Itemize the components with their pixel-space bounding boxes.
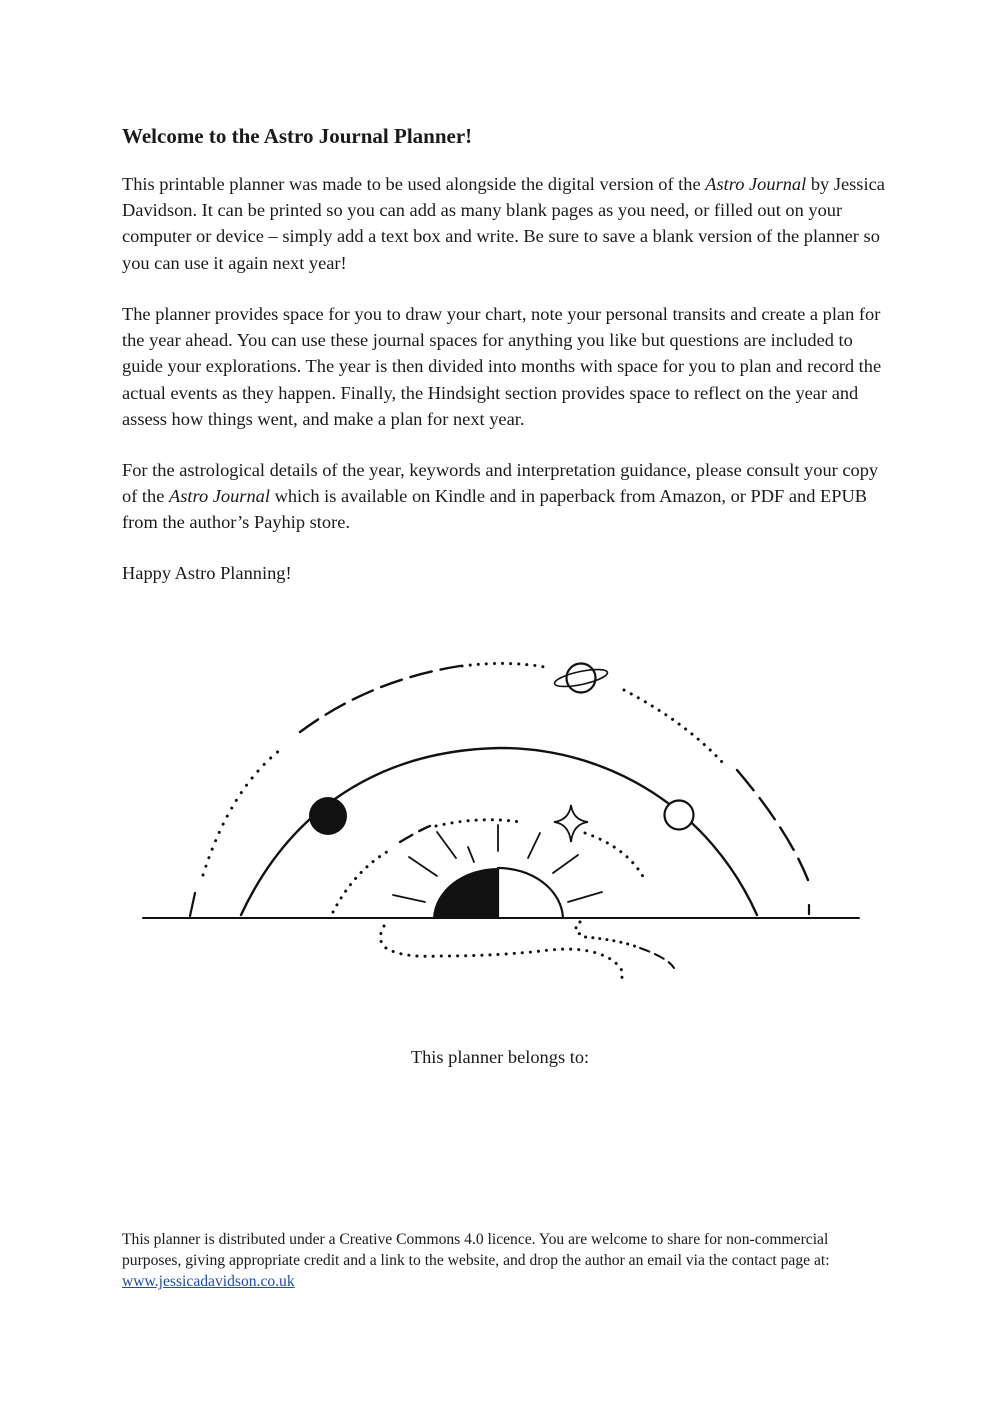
four-point-star-icon (554, 805, 588, 842)
website-link[interactable]: www.jessicadavidson.co.uk (122, 1273, 295, 1290)
outer-arc-left-tick (190, 893, 195, 916)
guidance-paragraph (122, 457, 892, 536)
page-title: Welcome to the Astro Journal Planner! (122, 124, 473, 148)
swirl-trail-left (380, 926, 622, 980)
outer-arc-dotted-top (462, 663, 550, 668)
licence-text: This planner is distributed under a Creative Commons 4.0 licence. You are welcome to share for non-commercial purposes, giving appropriate credit and a link to the website, and drop the author an email via the contact page at: (122, 1231, 830, 1269)
book-title-italic: Astro Journal (705, 174, 807, 194)
outer-arc-dashed-right (737, 770, 808, 880)
swirl-trail-right-tail (640, 948, 674, 968)
planner-description-paragraph: The planner provides space for you to draw your chart, note your personal transits and create a plan for the year ahead. You can use these journal spaces for anything you like but questions are included to guide your explorations. The year is then divided into months with space for you to plan and record the actual events as they happen. Finally, the Hindsight section provides space to reflect on the year and assess how things went, and make a plan for next year. (122, 304, 882, 429)
licence-note (122, 1229, 862, 1292)
inner-arc-dotted-left (333, 850, 390, 912)
closing-line: Happy Astro Planning! (122, 563, 292, 583)
outer-arc-dashed-top (300, 666, 460, 732)
planet-with-ring-icon (553, 664, 609, 693)
filled-planet-icon (309, 797, 347, 835)
intro-text-start: This printable planner was made to be used alongside the digital version of the (122, 174, 706, 194)
outer-arc-dotted-right (624, 690, 722, 762)
hollow-planet-icon (665, 801, 694, 830)
book-title-italic: Astro Journal (168, 486, 270, 507)
guidance-text-start: For the astrological details of the year, keywords and interpretation guidance, please consult your copy of the (122, 460, 879, 507)
celestial-horizon-illustration (140, 650, 862, 985)
owner-label: This planner belongs to: (410, 1047, 590, 1067)
intro-text-end: by Jessica Davidson. It can be printed so you can add as many blank pages as you need, or filled out on your computer or device – simply add a text box and write. Be sure to save a blank version of the planner so you can use it again next year! (122, 174, 885, 273)
inner-arc-dashed-left (400, 826, 430, 842)
guidance-text-end: which is available on Kindle and in paperback from Amazon, or PDF and EPUB from the author’s Payhip store. (122, 486, 868, 533)
outer-arc-dotted-left (203, 750, 280, 875)
swirl-trail-right (576, 922, 640, 948)
inner-arc-dotted-right (585, 833, 645, 880)
inner-arc-dotted-top (436, 820, 520, 826)
intro-paragraph (122, 171, 892, 276)
